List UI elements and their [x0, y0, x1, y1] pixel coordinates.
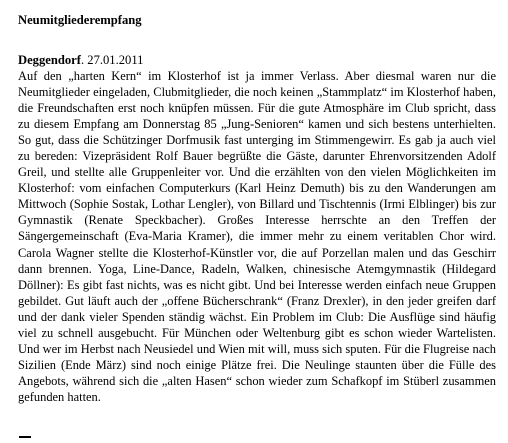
article-body: Auf den „harten Kern“ im Klosterhof ist ja immer Verlass. Aber diesmal waren nur die Neumitglieder eingeladen, Clubmitglieder, die noch keinen „Stammplatz“ im Klosterhof haben, die Freundschaften erst noch knüpfen müssen. Für die gute Atmosphäre im Club spricht, dass zu diesem Empfang am Donnerstag 85 „Jung-Senioren“ kamen und sich bestens unterhielten. So gut, dass die Schützinger Dorfmusik fast unterging im Stimmengewirr. Es gab ja auch viel zu bereden: Vizepräsident Rolf Bauer begrüßte die Gäste, darunter Ehrenvorsitzenden Adolf Greil, und stellte alle Gruppenleiter vor. Und die erzählten von den vielen Möglichkeiten im Klosterhof: vom einfachen Computerkurs (Karl Heinz Demuth) bis zu den Wanderungen am Mittwoch (Sophie Sostak, Lothar Lengler), von Billard und Tischtennis (Irmi Elblinger) bis zur Gymnastik (Renate Speckbacher). Großes Interesse herrschte an den Treffen der Sängergemeinschaft (Eva-Maria Kramer), die immer mehr zu einem veritablen Chor wird. Carola Wagner stellte die Klosterhof-Künstler vor, die auf Porzellan malen und das Geschirr dann brennen. Yoga, Line-Dance, Radeln, Walken, chinesische Atemgymnastik (Hildegard Döllner): Es gibt fast nichts, was es nicht gibt. Und bei Interesse werden einfach neue Gruppen gebildet. Gut läuft auch der „offene Bücherschrank“ (Franz Drexler), in den jeder greifen darf und der dank vieler Spenden ständig wächst. Ein Problem im Club: Die Ausflüge sind häufig viel zu schnell ausgebucht. Für München oder Weltenburg gibt es schon wieder Wartelisten. Und wer im Herbst nach Neusiedel und Wien mit will, muss sich sputen. Für die Flugreise nach Sizilien (Ende März) sind noch einige Plätze frei. Die Neulinge staunten über die Fülle des Angebots, während sich die „alten Hasen“ schon wieder zum Schafkopf im Stüberl zusammen gefunden hatten. [18, 69, 496, 404]
article-date: . 27.01.2011 [80, 53, 144, 67]
article-title: Neumitgliederempfang [18, 13, 142, 27]
article-dateline [18, 52, 143, 68]
text-cursor-mark [19, 436, 31, 438]
article-place: Deggendorf [18, 53, 81, 67]
